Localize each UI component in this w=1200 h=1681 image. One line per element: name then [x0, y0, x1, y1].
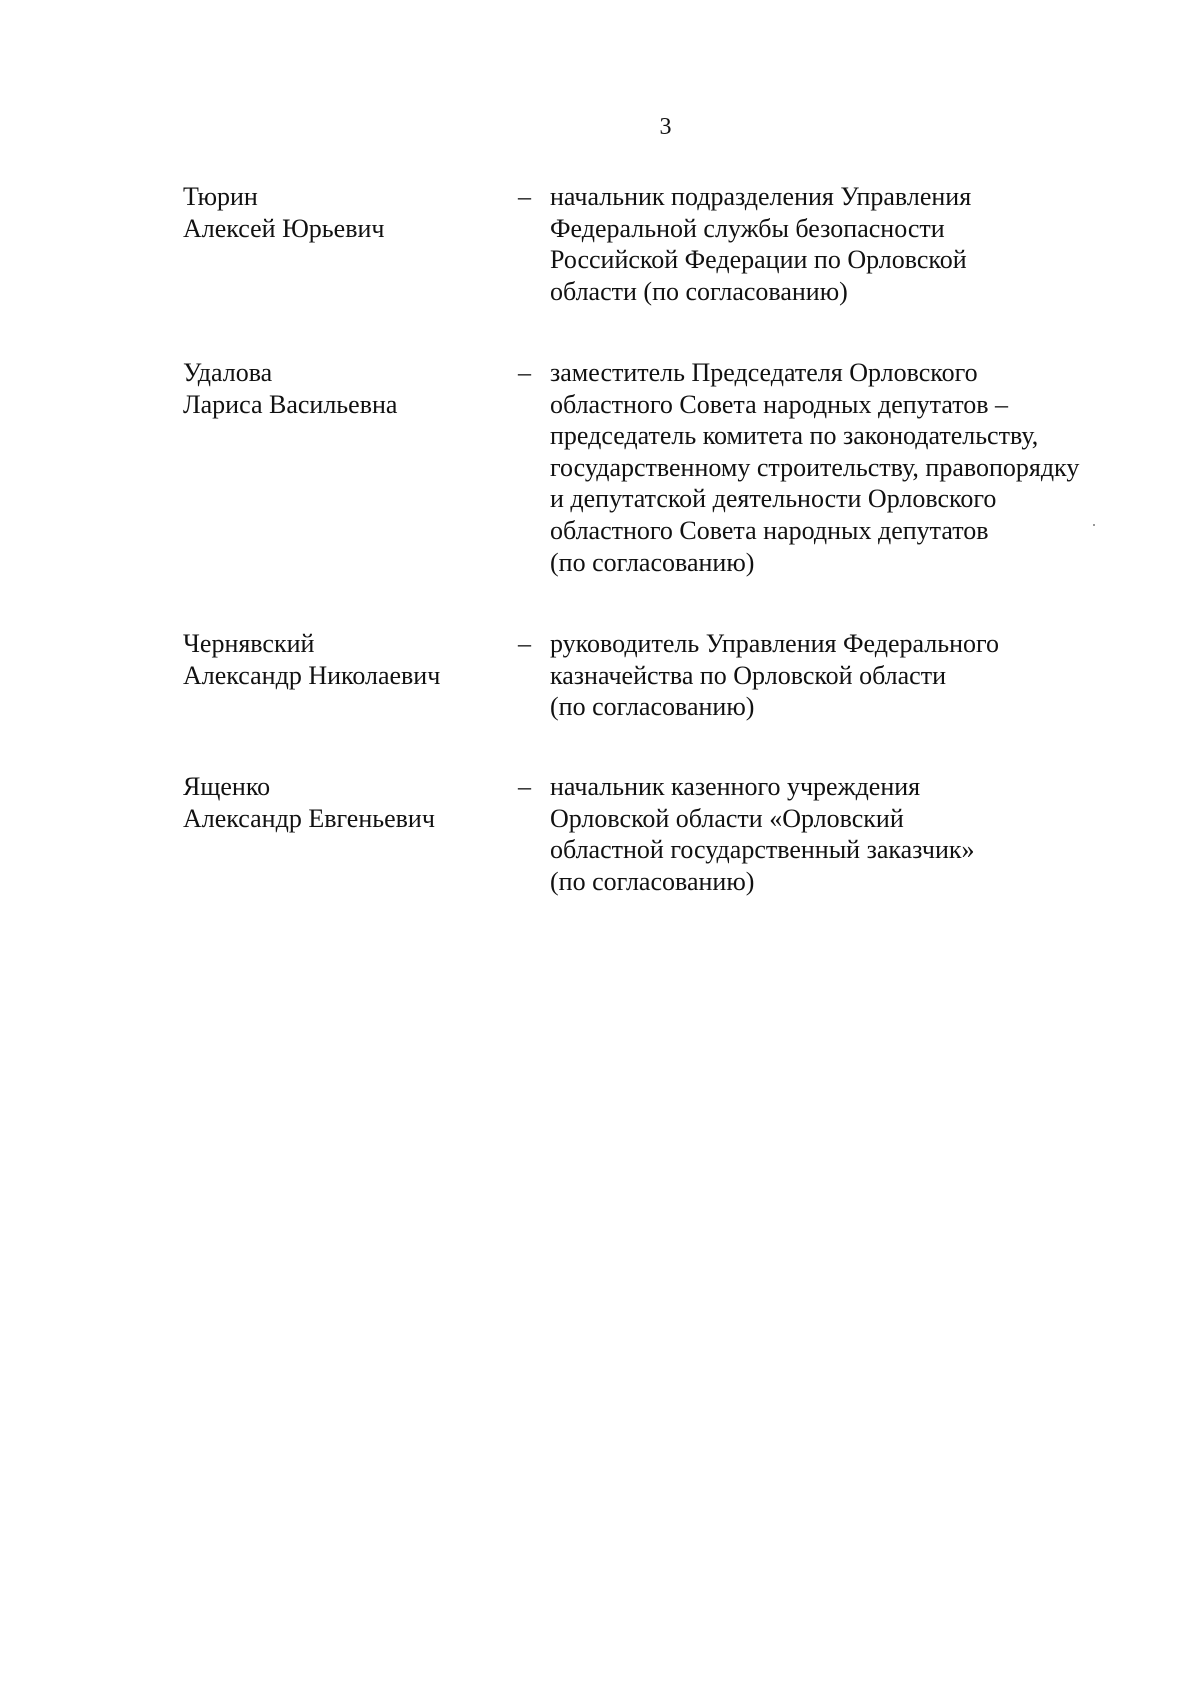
- role-line: Российской Федерации по Орловской: [550, 245, 967, 275]
- scan-speck: [1093, 524, 1095, 526]
- dash-separator: –: [518, 182, 531, 211]
- role-line: казначейства по Орловской области: [550, 660, 946, 690]
- dash-separator: –: [518, 358, 531, 387]
- member-surname: Тюрин: [183, 182, 258, 211]
- role-line: (по согласованию): [550, 692, 755, 722]
- dash-separator: –: [518, 629, 531, 658]
- dash-separator: –: [518, 772, 531, 801]
- page-number: 3: [659, 114, 672, 140]
- role-line: и депутатской деятельности Орловского: [550, 484, 997, 514]
- role-line: Орловской области «Орловский: [550, 803, 904, 833]
- member-surname: Удалова: [183, 358, 273, 387]
- member-surname: Чернявский: [183, 629, 315, 658]
- role-line: областного Совета народных депутатов –: [550, 389, 1008, 419]
- member-surname: Ященко: [183, 772, 271, 801]
- role-line: областной государственный заказчик»: [550, 835, 975, 865]
- member-given-name: Лариса Васильевна: [183, 389, 398, 419]
- member-role: [550, 771, 1130, 897]
- role-line: руководитель Управления Федерального: [550, 629, 1000, 658]
- member-given-name: Алексей Юрьевич: [183, 213, 385, 243]
- member-given-name: Александр Евгеньевич: [183, 803, 435, 833]
- role-line: Федеральной службы безопасности: [550, 213, 945, 243]
- role-line: (по согласованию): [550, 547, 755, 577]
- role-line: (по согласованию): [550, 866, 755, 896]
- member-role: [550, 628, 1130, 723]
- member-role: [550, 357, 1130, 578]
- member-name: [183, 357, 503, 420]
- member-name: [183, 771, 503, 834]
- member-name: [183, 181, 503, 244]
- role-line: областного Совета народных депутатов: [550, 515, 989, 545]
- role-line: заместитель Председателя Орловского: [550, 358, 978, 387]
- role-line: начальник казенного учреждения: [550, 772, 921, 801]
- role-line: области (по согласованию): [550, 276, 848, 306]
- role-line: государственному строительству, правопорядку: [550, 452, 1080, 482]
- member-role: [550, 181, 1130, 307]
- member-given-name: Александр Николаевич: [183, 660, 441, 690]
- role-line: начальник подразделения Управления: [550, 182, 972, 211]
- role-line: председатель комитета по законодательству,: [550, 421, 1039, 451]
- member-name: [183, 628, 503, 691]
